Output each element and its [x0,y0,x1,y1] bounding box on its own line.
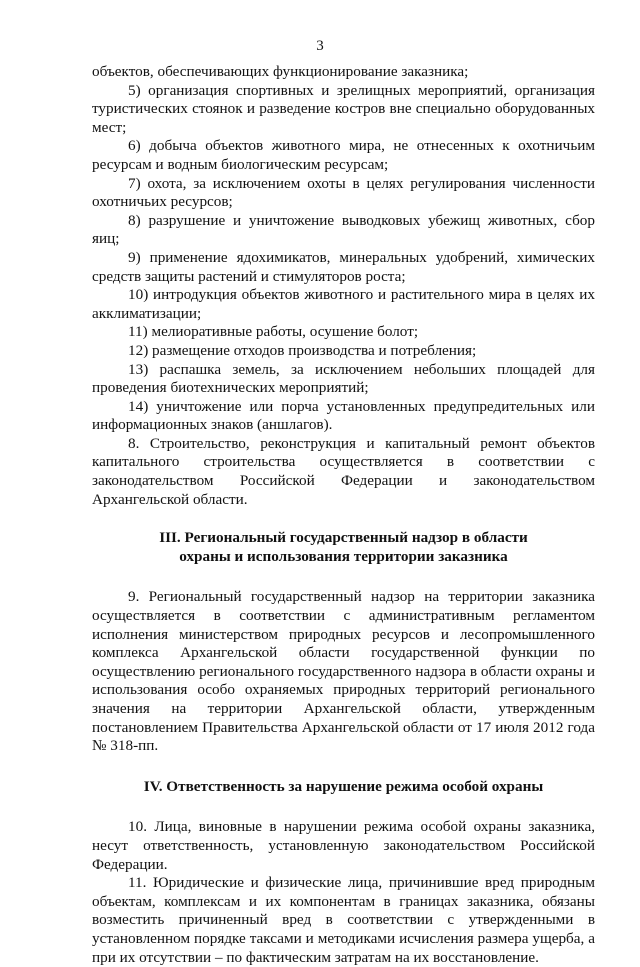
continuation-text: объектов, обеспечивающих функционирование заказника; [92,63,469,80]
list-item-13: 13) распашка земель, за исключением небольших площадей для проведения биотехнических мероприятий; [92,360,595,397]
list-item-7: 7) охота, за исключением охоты в целях регулирования численности охотничьих ресурсов; [92,174,595,211]
section-3-heading-line-2: охраны и использования территории заказника [179,547,508,565]
list-item-8: 8) разрушение и уничтожение выводковых убежищ животных, сбор яиц; [92,211,595,248]
paragraph-11: 11. Юридические и физические лица, причинившие вред природным объектам, комплексам и их компонентам в границах заказника, обязаны возместить причиненный вред в соответствии с утвержденными в установленном порядке таксами и методиками исчисления размера ущерба, а при их отсутствии – по фактическим затратам на их восстановление. [92,874,595,966]
list-item-5: 5) организация спортивных и зрелищных мероприятий, организация туристических стоянок и разведение костров вне специально оборудованных мест; [92,81,595,136]
paragraph-9: 9. Региональный государственный надзор на территории заказника осуществляется в соответствии с административным регламентом исполнения министерством природных ресурсов и лесопромышленного комплекса Архангельской области государственной функции по осуществлению регионального государственного надзора в области охраны и использования особо охраняемых природных территорий регионального значения на территории Архангельской области, утвержденным постановлением Правительства Архангельской области от 17 июля 2012 года № 318-пп. [92,588,595,755]
document-body [92,63,595,967]
section-3-heading-line-1: III. Региональный государственный надзор в области [159,529,528,547]
page-number: 3 [316,38,324,54]
list-item-14: 14) уничтожение или порча установленных предупредительных или информационных знаков (аншлагов). [92,397,595,434]
list-item-12: 12) размещение отходов производства и потребления; [128,341,477,359]
list-item-11: 11) мелиоративные работы, осушение болот; [128,323,419,341]
section-3-heading [92,529,595,566]
list-item-9: 9) применение ядохимикатов, минеральных удобрений, химических средств защиты растений и стимуляторов роста; [92,248,595,285]
paragraph-8: 8. Строительство, реконструкция и капитальный ремонт объектов капитального строительства осуществляется в соответствии с законодательством Российской Федерации и законодательством Архангельской области. [92,434,595,508]
list-item-10: 10) интродукция объектов животного и растительного мира в целях их акклиматизации; [92,286,595,322]
section-4-heading: IV. Ответственность за нарушение режима особой охраны [143,777,544,795]
list-item-6: 6) добыча объектов животного мира, не отнесенных к охотничьим ресурсам и водным биологическим ресурсам; [92,137,595,173]
paragraph-10: 10. Лица, виновные в нарушении режима особой охраны заказника, несут ответственность, установленную законодательством Российской Федерации. [92,818,595,873]
